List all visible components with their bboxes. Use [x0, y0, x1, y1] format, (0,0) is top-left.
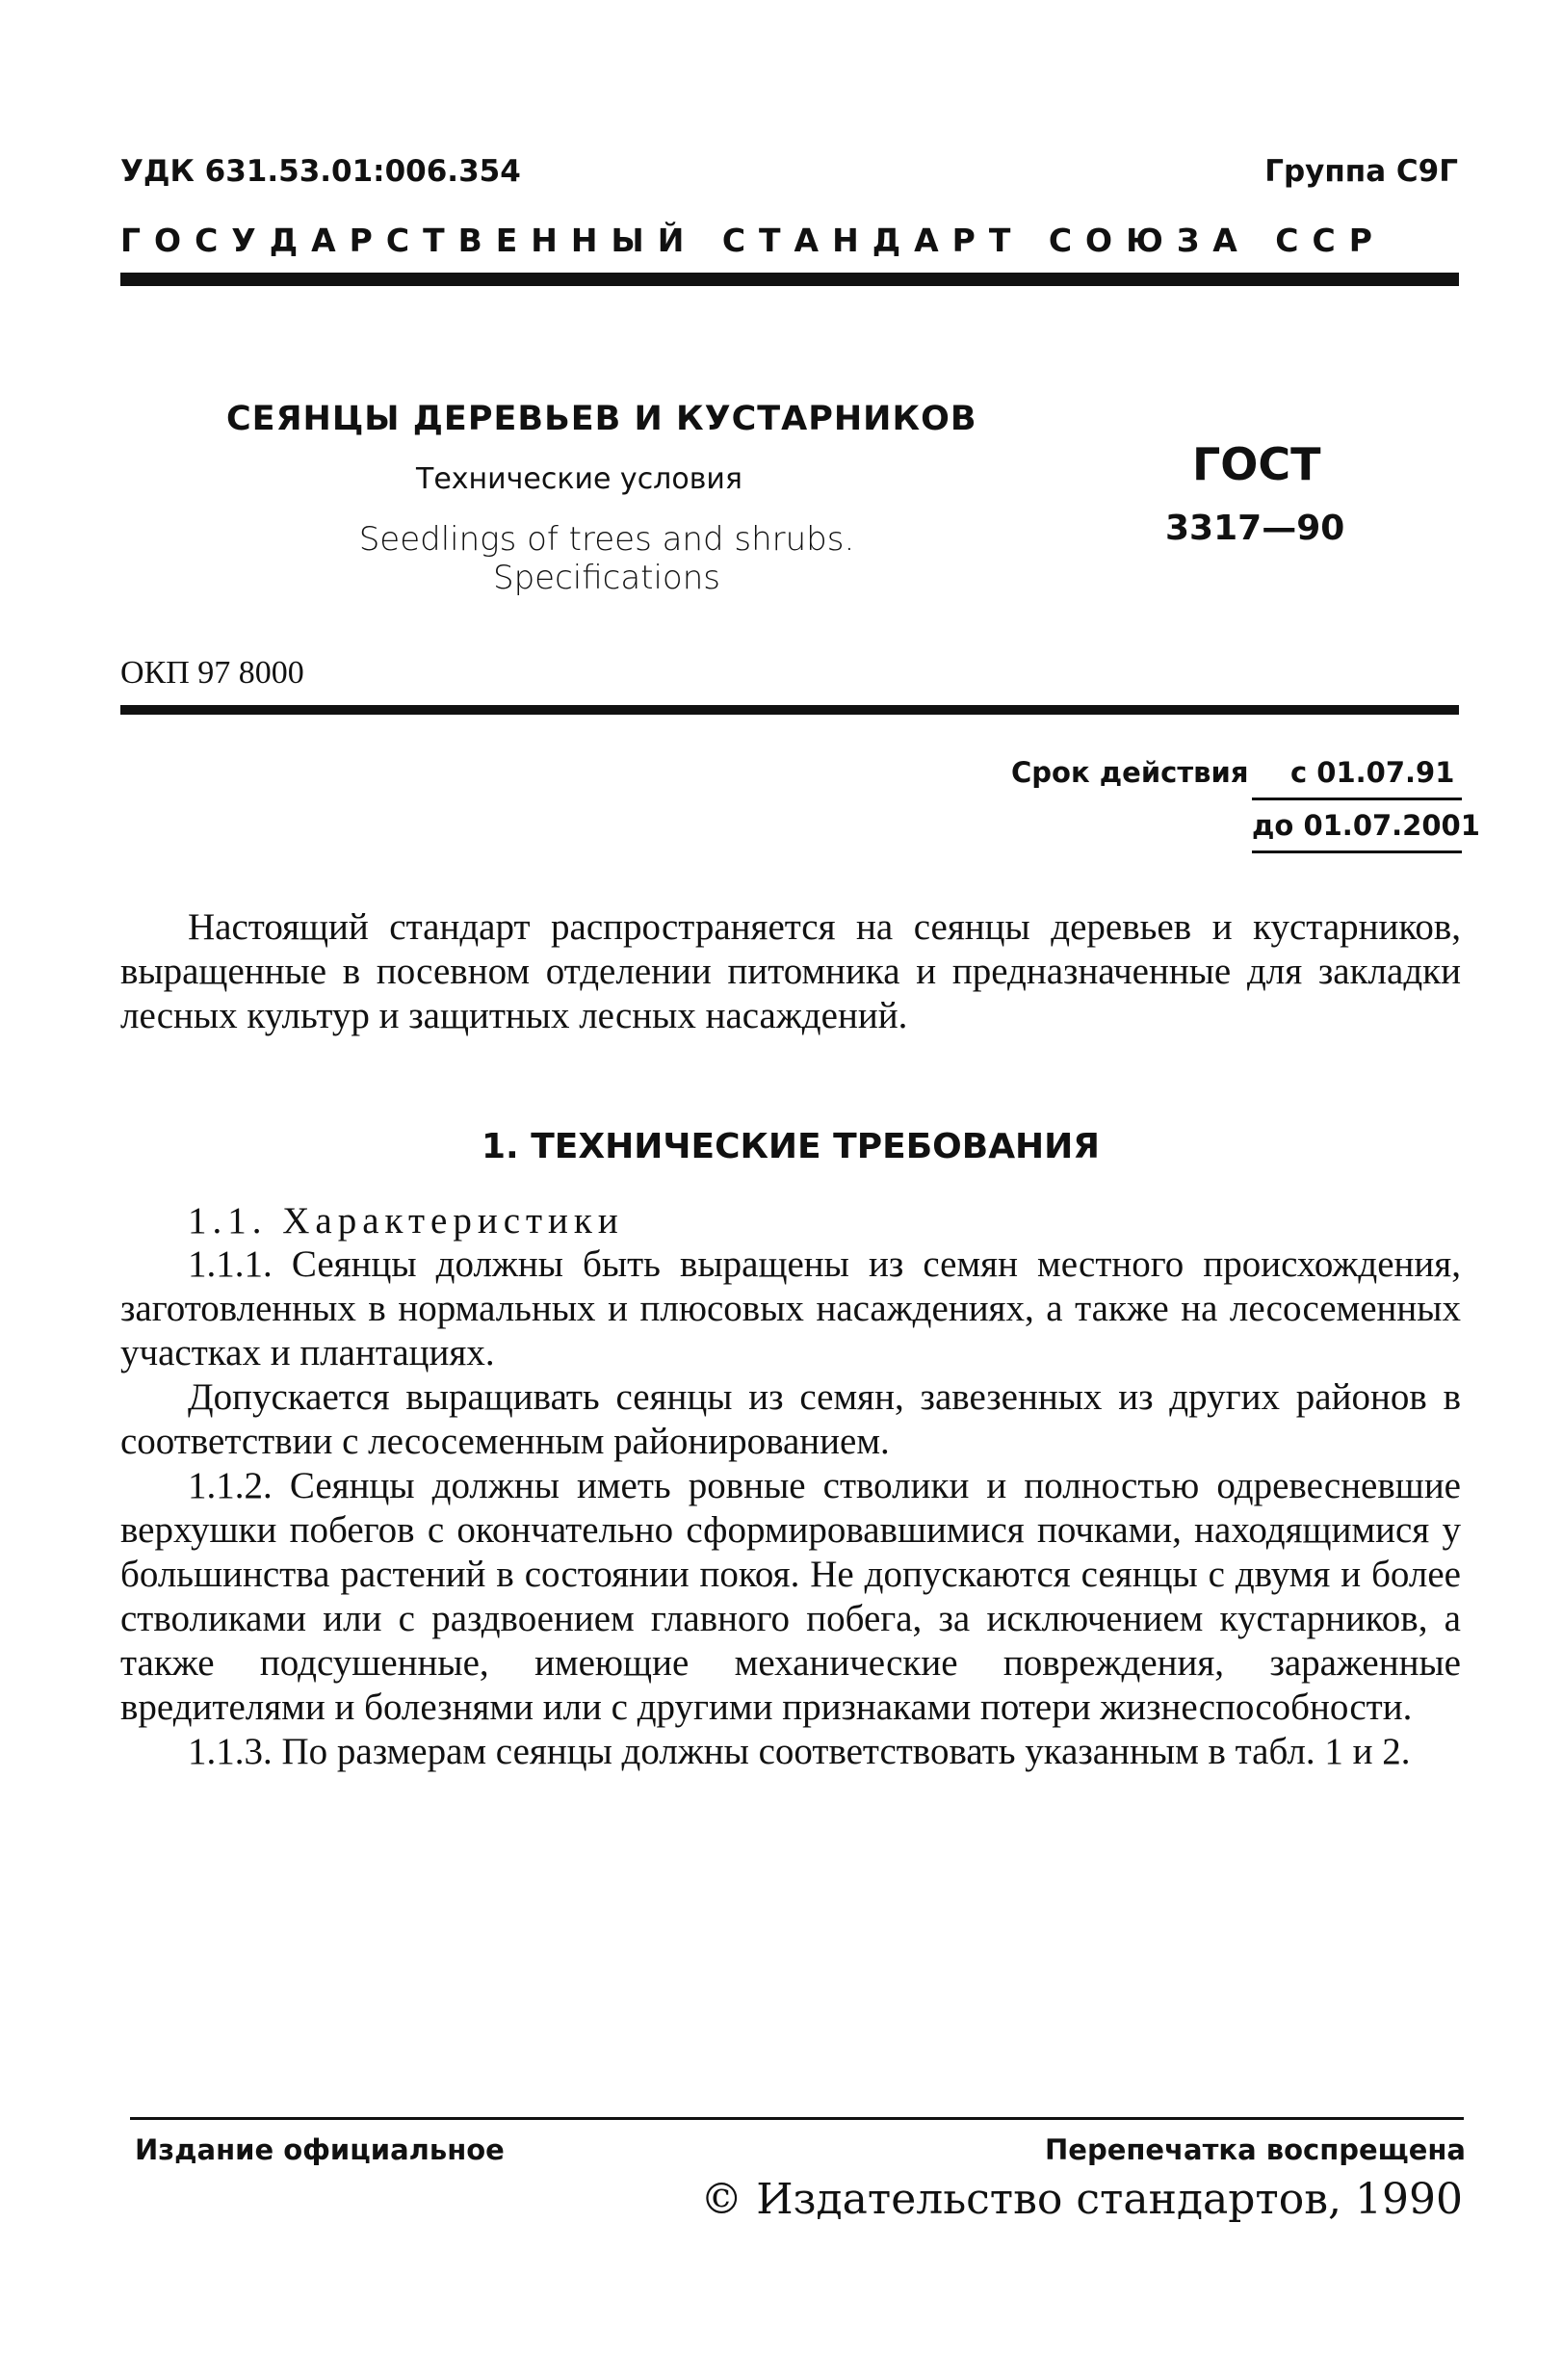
document-title: СЕЯНЦЫ ДЕРЕВЬЕВ И КУСТАРНИКОВ	[226, 400, 977, 438]
copyright-icon: ©	[700, 2175, 743, 2224]
gost-number: 3317—90	[1165, 509, 1345, 548]
section-heading: 1. ТЕХНИЧЕСКИЕ ТРЕБОВАНИЯ	[481, 1127, 1101, 1166]
clause-1-1-2: 1.1.2. Сеянцы должны иметь ровные стволики и полностью одревесневшие верхушки побегов с окончательно сформировавшимися почками, находящимися у большинства растений в состоянии покоя. Не допускаются сеянцы с двумя и более стволиками или с раздвоением главного побега, за исключением кустарников, а также подсушенные, имеющие механические повреждения, зараженные вредителями и болезнями или с другими признаками потери жизнеспособности.	[120, 1465, 1461, 1728]
gost-label: ГОСТ	[1192, 438, 1321, 490]
okp-rule	[120, 705, 1459, 715]
official-edition: Издание официальное	[135, 2133, 505, 2166]
okp-code: ОКП 97 8000	[120, 655, 304, 691]
intro-paragraph: Настоящий стандарт распространяется на сеянцы деревьев и кустарников, выращенные в посевном отделении питомника и предназначенные для закладки лесных культур и защитных лесных насаждений.	[120, 906, 1461, 1036]
copyright-line	[700, 2175, 1463, 2224]
clause-1-1-1b: Допускается выращивать сеянцы из семян, завезенных из других районов в соответствии с лесосеменным районированием.	[120, 1376, 1461, 1462]
clauses-block	[120, 1242, 1461, 1774]
english-title	[318, 520, 896, 597]
english-title-line2: Specifications	[492, 559, 720, 597]
clause-1-1: 1.1. Характеристики	[188, 1200, 624, 1242]
validity-from: с 01.07.91	[1290, 756, 1455, 789]
reprint-notice: Перепечатка воспрещена	[1045, 2133, 1466, 2166]
clause-1-1-3: 1.1.3. По размерам сеянцы должны соответствовать указанным в табл. 1 и 2.	[188, 1731, 1411, 1772]
publisher: Издательство стандартов, 1990	[756, 2175, 1463, 2224]
validity-rule-2	[1252, 850, 1462, 853]
clause-1-1-1: 1.1.1. Сеянцы должны быть выращены из семян местного происхождения, заготовленных в нормальных и плюсовых насаждениях, а также на лесосеменных участках и плантациях.	[120, 1243, 1461, 1373]
udk-code: УДК 631.53.01:006.354	[120, 154, 521, 189]
group-code: Группа С9Г	[1264, 154, 1458, 189]
validity-to: до 01.07.2001	[1252, 809, 1480, 842]
validity-label: Срок действия	[1011, 756, 1249, 789]
authority-heading: ГОСУДАРСТВЕННЫЙ СТАНДАРТ СОЮЗА ССР	[120, 222, 1386, 259]
validity-rule-1	[1252, 798, 1462, 800]
english-title-line1: Seedlings of trees and shrubs.	[358, 520, 855, 559]
header-rule	[120, 273, 1459, 286]
footer-rule	[130, 2117, 1464, 2120]
document-subtitle: Технические условия	[416, 462, 742, 496]
